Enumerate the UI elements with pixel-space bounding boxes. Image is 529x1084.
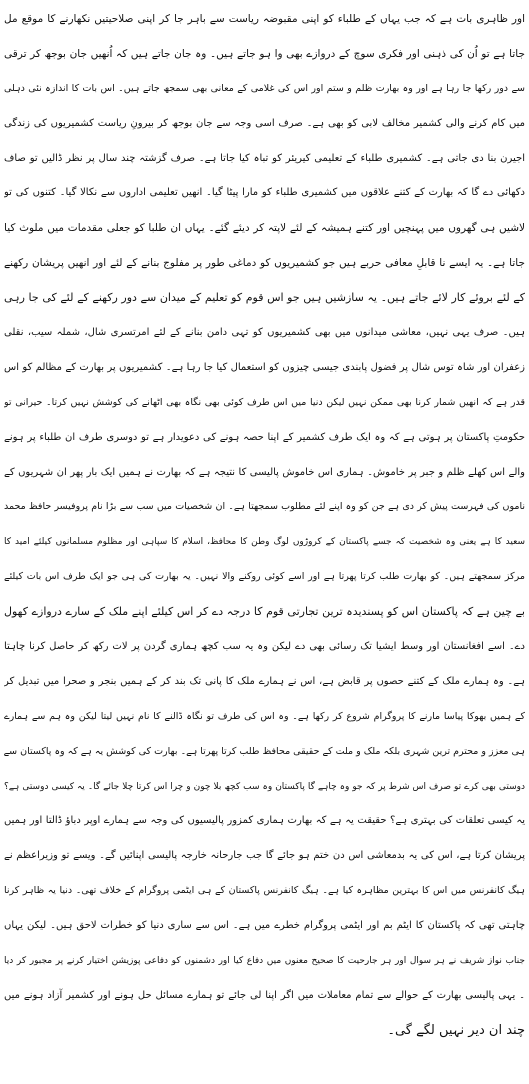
text-line-3: سے دور رکھا جا رہا ہے اور وہ بھارت ظلم و ستم اور اس کی غلامی کے معانی بھی سمجھ جاتے ہیں۔ اس بات کا اندازہ نئی دہلی — [4, 82, 525, 94]
text-line-24: یہ کیسی تعلقات کی بہتری ہے؟ حقیقت یہ ہے کہ بھارت ہماری کمزور پالیسیوں کی وجہ سے ہمارے اوپر دباؤ ڈالتا اور ہمیں — [4, 815, 525, 827]
text-line-28: جناب نواز شریف نے ہر سوال اور ہر جارحیت کا صحیح معنوں میں دفاع کیا اور دشمنوں کو دفاعی پوزیشن اختیار کرنے پر مجبور کر دیا — [4, 956, 525, 967]
text-line-23: دوستی بھی کرے تو صرف اس شرط پر کہ جو وہ چاہے گا پاکستان وہ سب کچھ بلا چون و چرا اس کرتا چلا جائے گا۔ یہ کیسی دوستی ہے؟ — [4, 781, 525, 792]
text-line-19: دے۔ اسے افغانستان اور وسط ایشیا تک رسائی بھی دے لیکن وہ یہ سب کچھ ہماری گردن پر لات رکھ کر حاصل کرنا چاہتا — [4, 641, 525, 653]
text-line-15: ناموں کی فہرست پیش کر دی ہے جن کو وہ اپنے لئے مطلوب سمجھتا ہے۔ ان شخصیات میں سب سے بڑا نام پروفیسر حافظ محمد — [4, 501, 525, 513]
text-line-17: مرکز سمجھتے ہیں۔ کو بھارت طلب کرتا پھرتا ہے اور اسے کوئی روکنے والا نہیں۔ یہ بھارت کی ہی جو ایک طرف اس بات کیلئے — [4, 571, 525, 583]
text-line-13: حکومتِ پاکستان پر ہوتی ہے کہ وہ ایک طرف کشمیر کے اپنا حصہ ہونے کی دعویدار ہے تو دوسری طرف ان طلباء پر ہونے — [4, 431, 525, 443]
text-line-25: پریشان کرتا ہے، اس کی یہ بدمعاشی اس دن ختم ہو جائے گا جب جارحانہ خارجہ پالیسی اپنائیں گے۔ ویسے تو وزیراعظم نے — [4, 850, 525, 862]
text-line-27: چاہتی تھی کہ پاکستان کا ایٹم بم اور ایٹمی پروگرام خطرے میں ہے۔ اس سے ساری دنیا کو خطرات لاحق ہیں۔ لیکن یہاں — [4, 920, 525, 932]
text-line-12: قدر ہے کہ انھیں شمار کرنا بھی ممکن نہیں لیکن دنیا میں اس طرف کوئی بھی نگاہ بھی اٹھانے کی کوشش نہیں کرتا۔ حیرانی تو — [4, 396, 525, 408]
text-line-6: دکھائی دے گا کہ بھارت کے کتنے علاقوں میں کشمیری طلباء کو مارا پیٹا گیا۔ انھیں تعلیمی اداروں سے نکالا گیا۔ کتنوں کی تو — [4, 187, 525, 199]
text-line-14: والے اس کھلے ظلم و جبر پر خاموش۔ ہماری اس خاموش پالیسی کا نتیجہ ہے کہ بھارت نے ہمیں ایک بار پھر ان شہریوں کے — [4, 466, 525, 478]
text-line-1: اور ظاہری بات ہے کہ جب یہاں کے طلباء کو اپنی مقبوضہ ریاست سے باہر جا کر اپنی صلاحیتیں نکھارنے کا موقع مل — [4, 13, 525, 25]
text-line-2: جاتا ہے تو اُن کی ذہنی اور فکری سوچ کے دروازے بھی وا ہو جاتے ہیں۔ وہ جان جاتے ہیں کہ اُنھیں جان بوجھ کر ترقی — [4, 47, 525, 60]
text-line-20: ہے۔ وہ ہمارے ملک کے کتنے حصوں پر قابض ہے، اس نے ہمارے ملک کا پانی تک بند کر کے ہمیں بنجر و صحرا میں تبدیل کر — [4, 675, 525, 687]
text-line-30: چند ان دیر نہیں لگے گی۔ — [387, 1022, 525, 1038]
text-line-18: بے چین ہے کہ پاکستان اس کو پسندیدہ ترین تجارتی قوم کا درجہ دے کر اس کیلئے اپنے ملک کے سارے دروازے کھول — [4, 605, 525, 619]
text-line-21: کے ہمیں بھوکا پیاسا مارنے کا پروگرام شروع کر رکھا ہے۔ وہ اس کی طرف تو نگاہ ڈالنے کا نام نہیں لیتا لیکن وہ ہم سے ہمارے — [4, 710, 525, 722]
text-line-9: کے لئے بروئے کار لائے جاتے ہیں۔ یہ سازشیں ہیں جو اس قوم کو تعلیم کے میدان سے دور رکھنے کے لئے کی جا رہی — [4, 291, 525, 305]
text-line-29: ۔ یہی پالیسی بھارت کے حوالے سے تمام معاملات میں اگر اپنا لی جائے تو ہمارے مسائل حل ہونے اور کشمیر آزاد ہونے میں — [4, 989, 525, 1001]
text-line-22: ہی معزز و محترم ترین شہری بلکہ ملک و ملت کے حقیقی محافظ طلب کرتا پھرتا ہے۔ بھارت کی کوشش یہ ہے کہ وہ پاکستان سے — [4, 745, 525, 757]
text-line-10: ہیں۔ صرف یہی نہیں، معاشی میدانوں میں بھی کشمیریوں کو تہی دامن بنانے کے لئے امرتسری شال، شملہ سیب، نقلی — [4, 327, 525, 339]
text-line-26: ہیگ کانفرنس میں اس کا بہترین مظاہرہ کیا ہے۔ ہیگ کانفرنس پاکستان کے ہی ایٹمی پروگرام کے خلاف تھی۔ دنیا یہ ظاہر کرنا — [4, 885, 525, 897]
text-line-8: جاتا ہے۔ یہ ایسے نا قابلِ معافی حربے ہیں جو کشمیریوں کو دماغی طور پر مفلوج بنانے کے لئے اور انھیں پریشان رکھنے — [4, 257, 525, 270]
text-line-4: میں کام کرنے والی کشمیر مخالف لابی کو بھی ہے۔ صرف اسی وجہ سے جان بوجھ کر بیرونِ ریاست کشمیریوں کی زندگی — [4, 117, 525, 129]
text-line-11: زعفران اور شاہ توس شال پر فضول پابندی جیسی چیزوں کو استعمال کیا جا رہا ہے۔ کشمیریوں پر بھارت کے مظالم کو اس — [4, 361, 525, 373]
text-line-16: سعید کا ہے یعنی وہ شخصیت کہ جسے پاکستان کے کروڑوں لوگ وطن کا محافظ، اسلام کا سپاہی اور مظلوم مسلمانوں کیلئے امید کا — [4, 537, 525, 548]
text-line-5: اجیرن بنا دی جاتی ہے۔ کشمیری طلباء کے تعلیمی کیریئر کو تباہ کیا جاتا ہے۔ صرف گزشتہ چند سال پر نظر ڈالیں تو صاف — [4, 152, 525, 164]
text-line-7: لاشیں ہی گھروں میں پہنچیں اور کتنے ہمیشہ کے لئے لاپتہ کر دیئے گئے۔ یہاں ان طلبا کو جعلی مقدمات میں ملوث کیا — [4, 222, 525, 235]
